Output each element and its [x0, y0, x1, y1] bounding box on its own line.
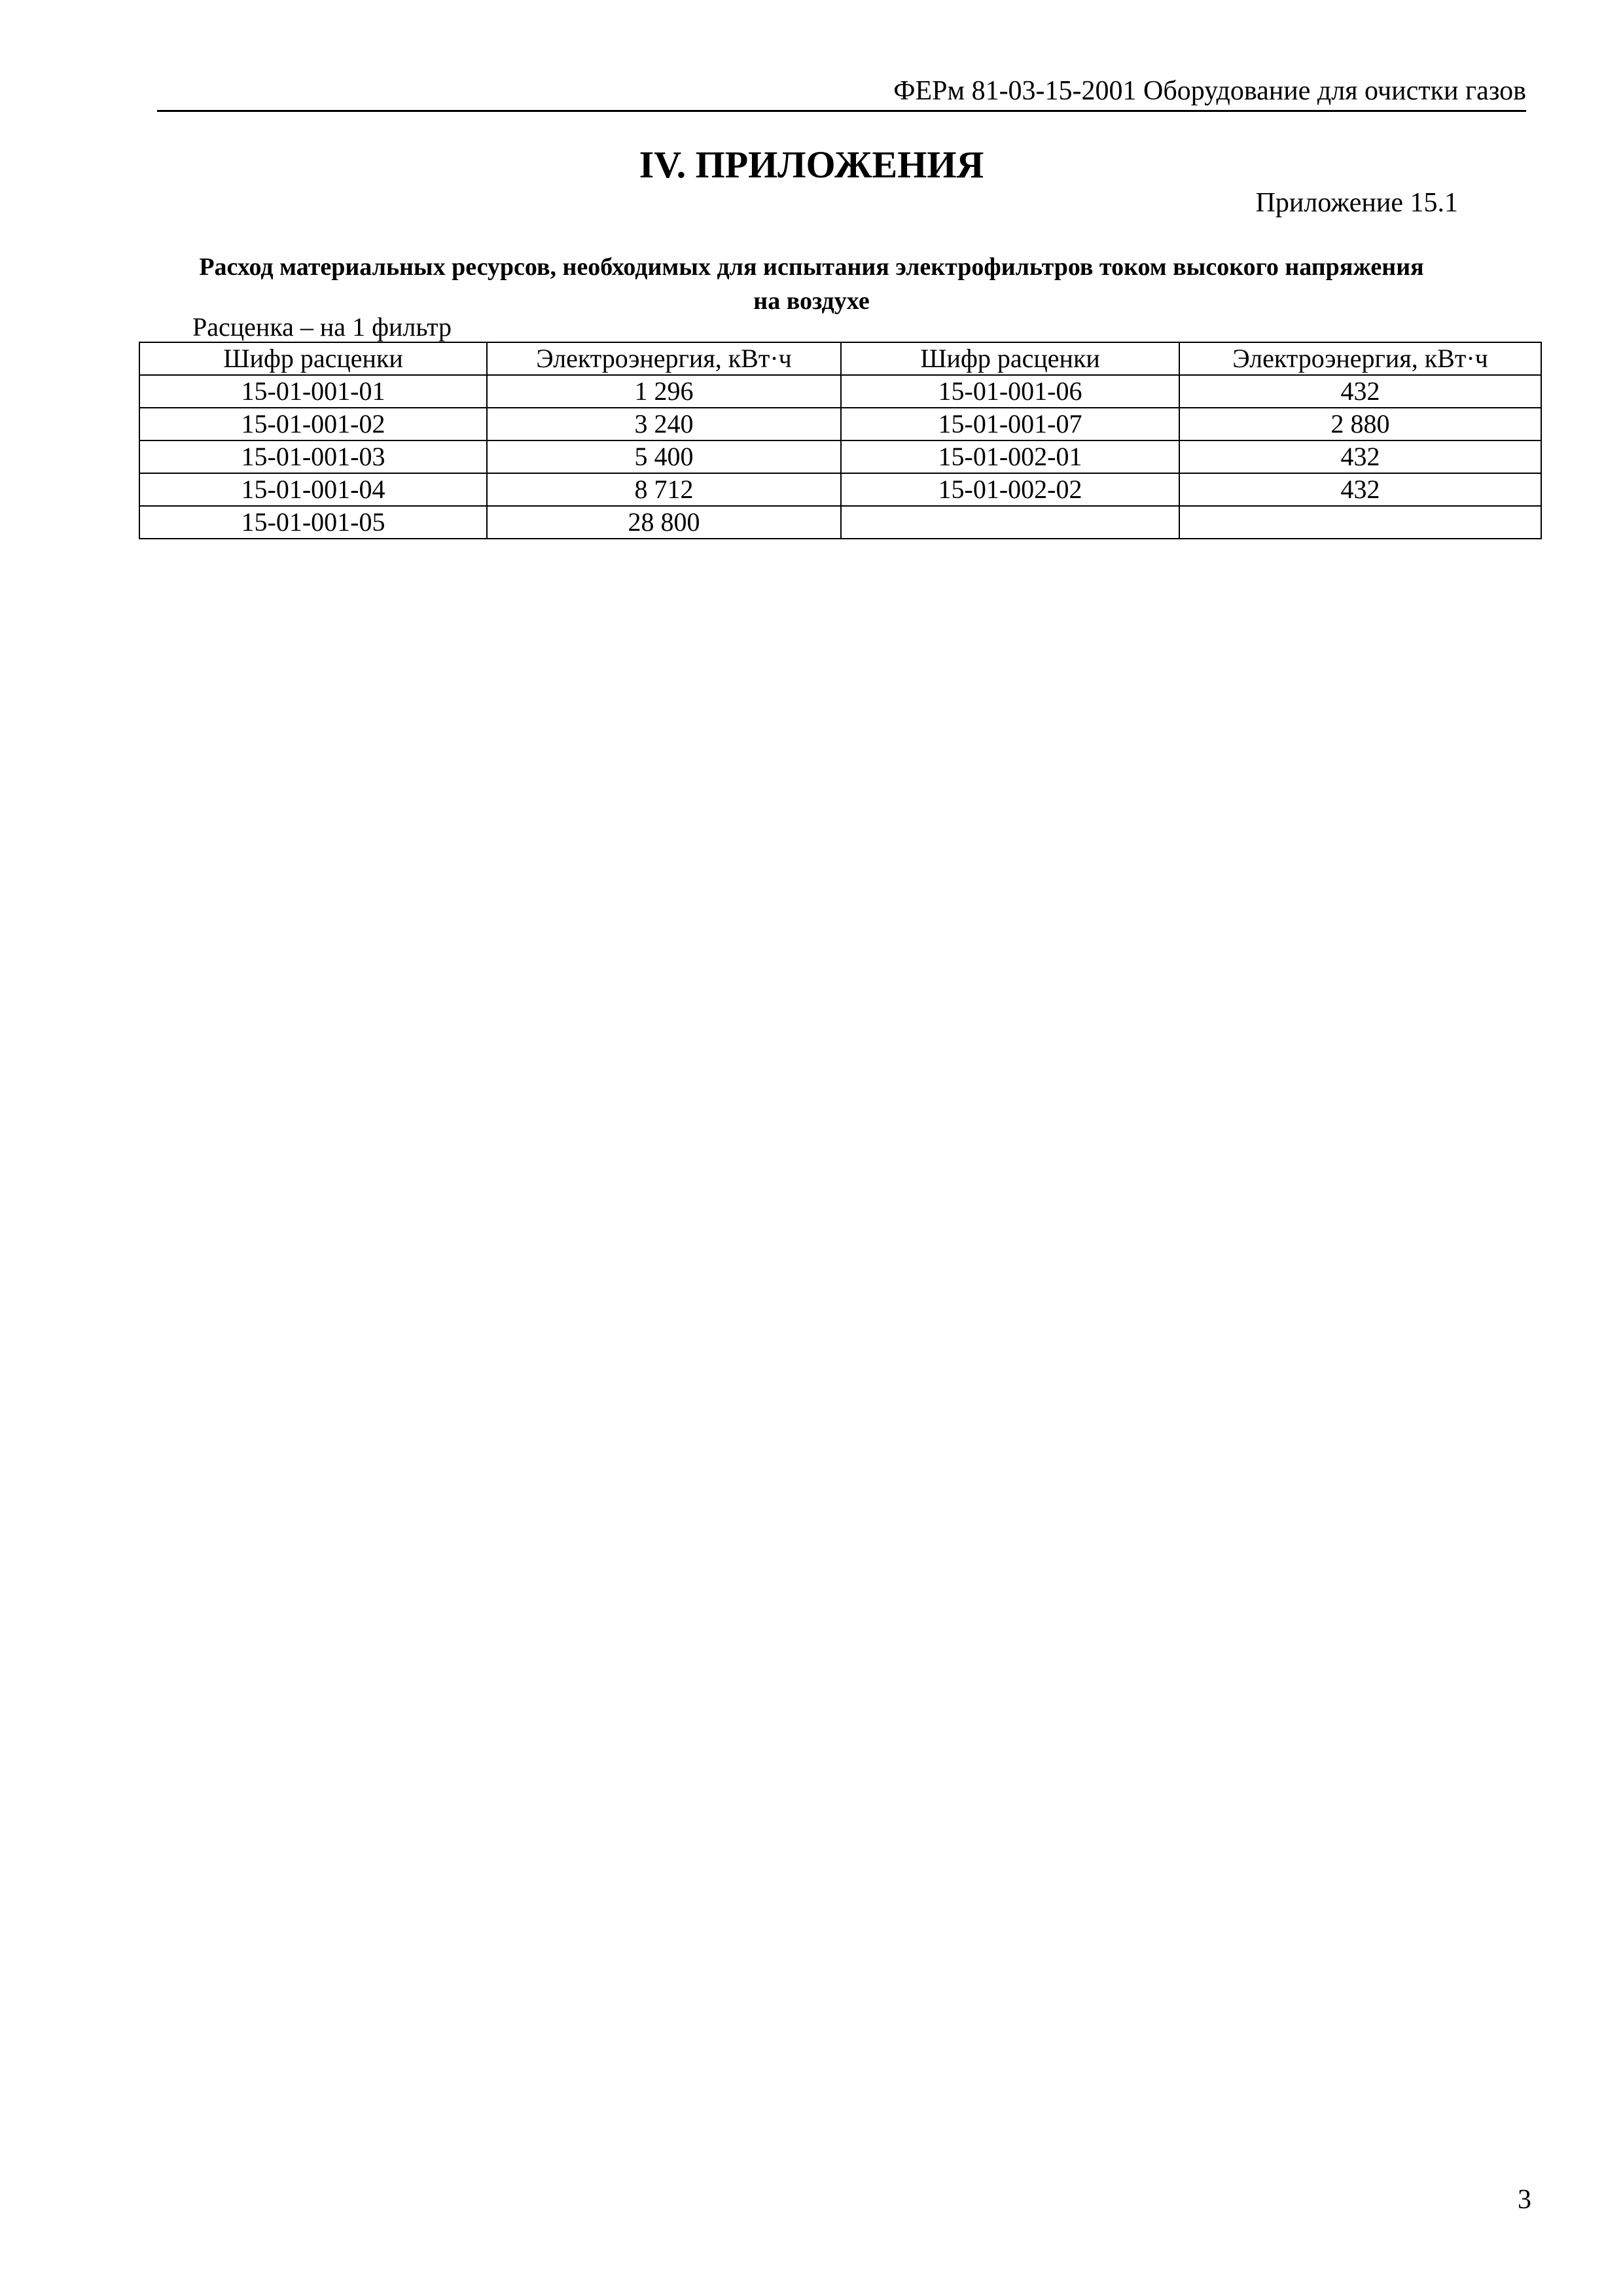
running-header: ФЕРм 81-03-15-2001 Оборудование для очистки газов [157, 73, 1526, 112]
appendix-label: Приложение 15.1 [1255, 188, 1458, 218]
rate-code-cell: 15-01-001-03 [139, 440, 487, 473]
column-header-code-1: Шифр расценки [139, 342, 487, 375]
rate-code-cell: 15-01-002-02 [841, 473, 1179, 506]
page-number: 3 [1518, 2185, 1531, 2215]
rate-code-cell: 15-01-001-02 [139, 408, 487, 440]
table-title-line-2: на воздухе [753, 287, 870, 315]
energy-value-cell: 5 400 [487, 440, 841, 473]
rate-code-cell [841, 506, 1179, 539]
energy-value-cell: 28 800 [487, 506, 841, 539]
energy-value-cell: 1 296 [487, 375, 841, 408]
unit-note: Расценка – на 1 фильтр [192, 312, 452, 342]
rate-code-cell: 15-01-001-06 [841, 375, 1179, 408]
rate-code-cell: 15-01-002-01 [841, 440, 1179, 473]
column-header-energy-1: Электроэнергия, кВт·ч [487, 342, 841, 375]
table-header-row [139, 342, 1541, 375]
column-header-energy-2: Электроэнергия, кВт·ч [1179, 342, 1541, 375]
rate-code-cell: 15-01-001-05 [139, 506, 487, 539]
energy-value-cell: 432 [1179, 440, 1541, 473]
table-title-line-1: Расход материальных ресурсов, необходимых для испытания электрофильтров током высокого напряжения [199, 253, 1424, 281]
table-row [139, 440, 1541, 473]
energy-value-cell: 432 [1179, 375, 1541, 408]
rate-code-cell: 15-01-001-04 [139, 473, 487, 506]
table-row [139, 408, 1541, 440]
table-row [139, 473, 1541, 506]
table-row [139, 506, 1541, 539]
rate-code-cell: 15-01-001-01 [139, 375, 487, 408]
energy-value-cell [1179, 506, 1541, 539]
energy-value-cell: 2 880 [1179, 408, 1541, 440]
rate-code-cell: 15-01-001-07 [841, 408, 1179, 440]
rates-table [139, 342, 1542, 539]
energy-value-cell: 432 [1179, 473, 1541, 506]
table-row [139, 375, 1541, 408]
table-title [118, 250, 1505, 318]
energy-value-cell: 3 240 [487, 408, 841, 440]
column-header-code-2: Шифр расценки [841, 342, 1179, 375]
page-title: IV. ПРИЛОЖЕНИЯ [639, 143, 984, 186]
energy-value-cell: 8 712 [487, 473, 841, 506]
